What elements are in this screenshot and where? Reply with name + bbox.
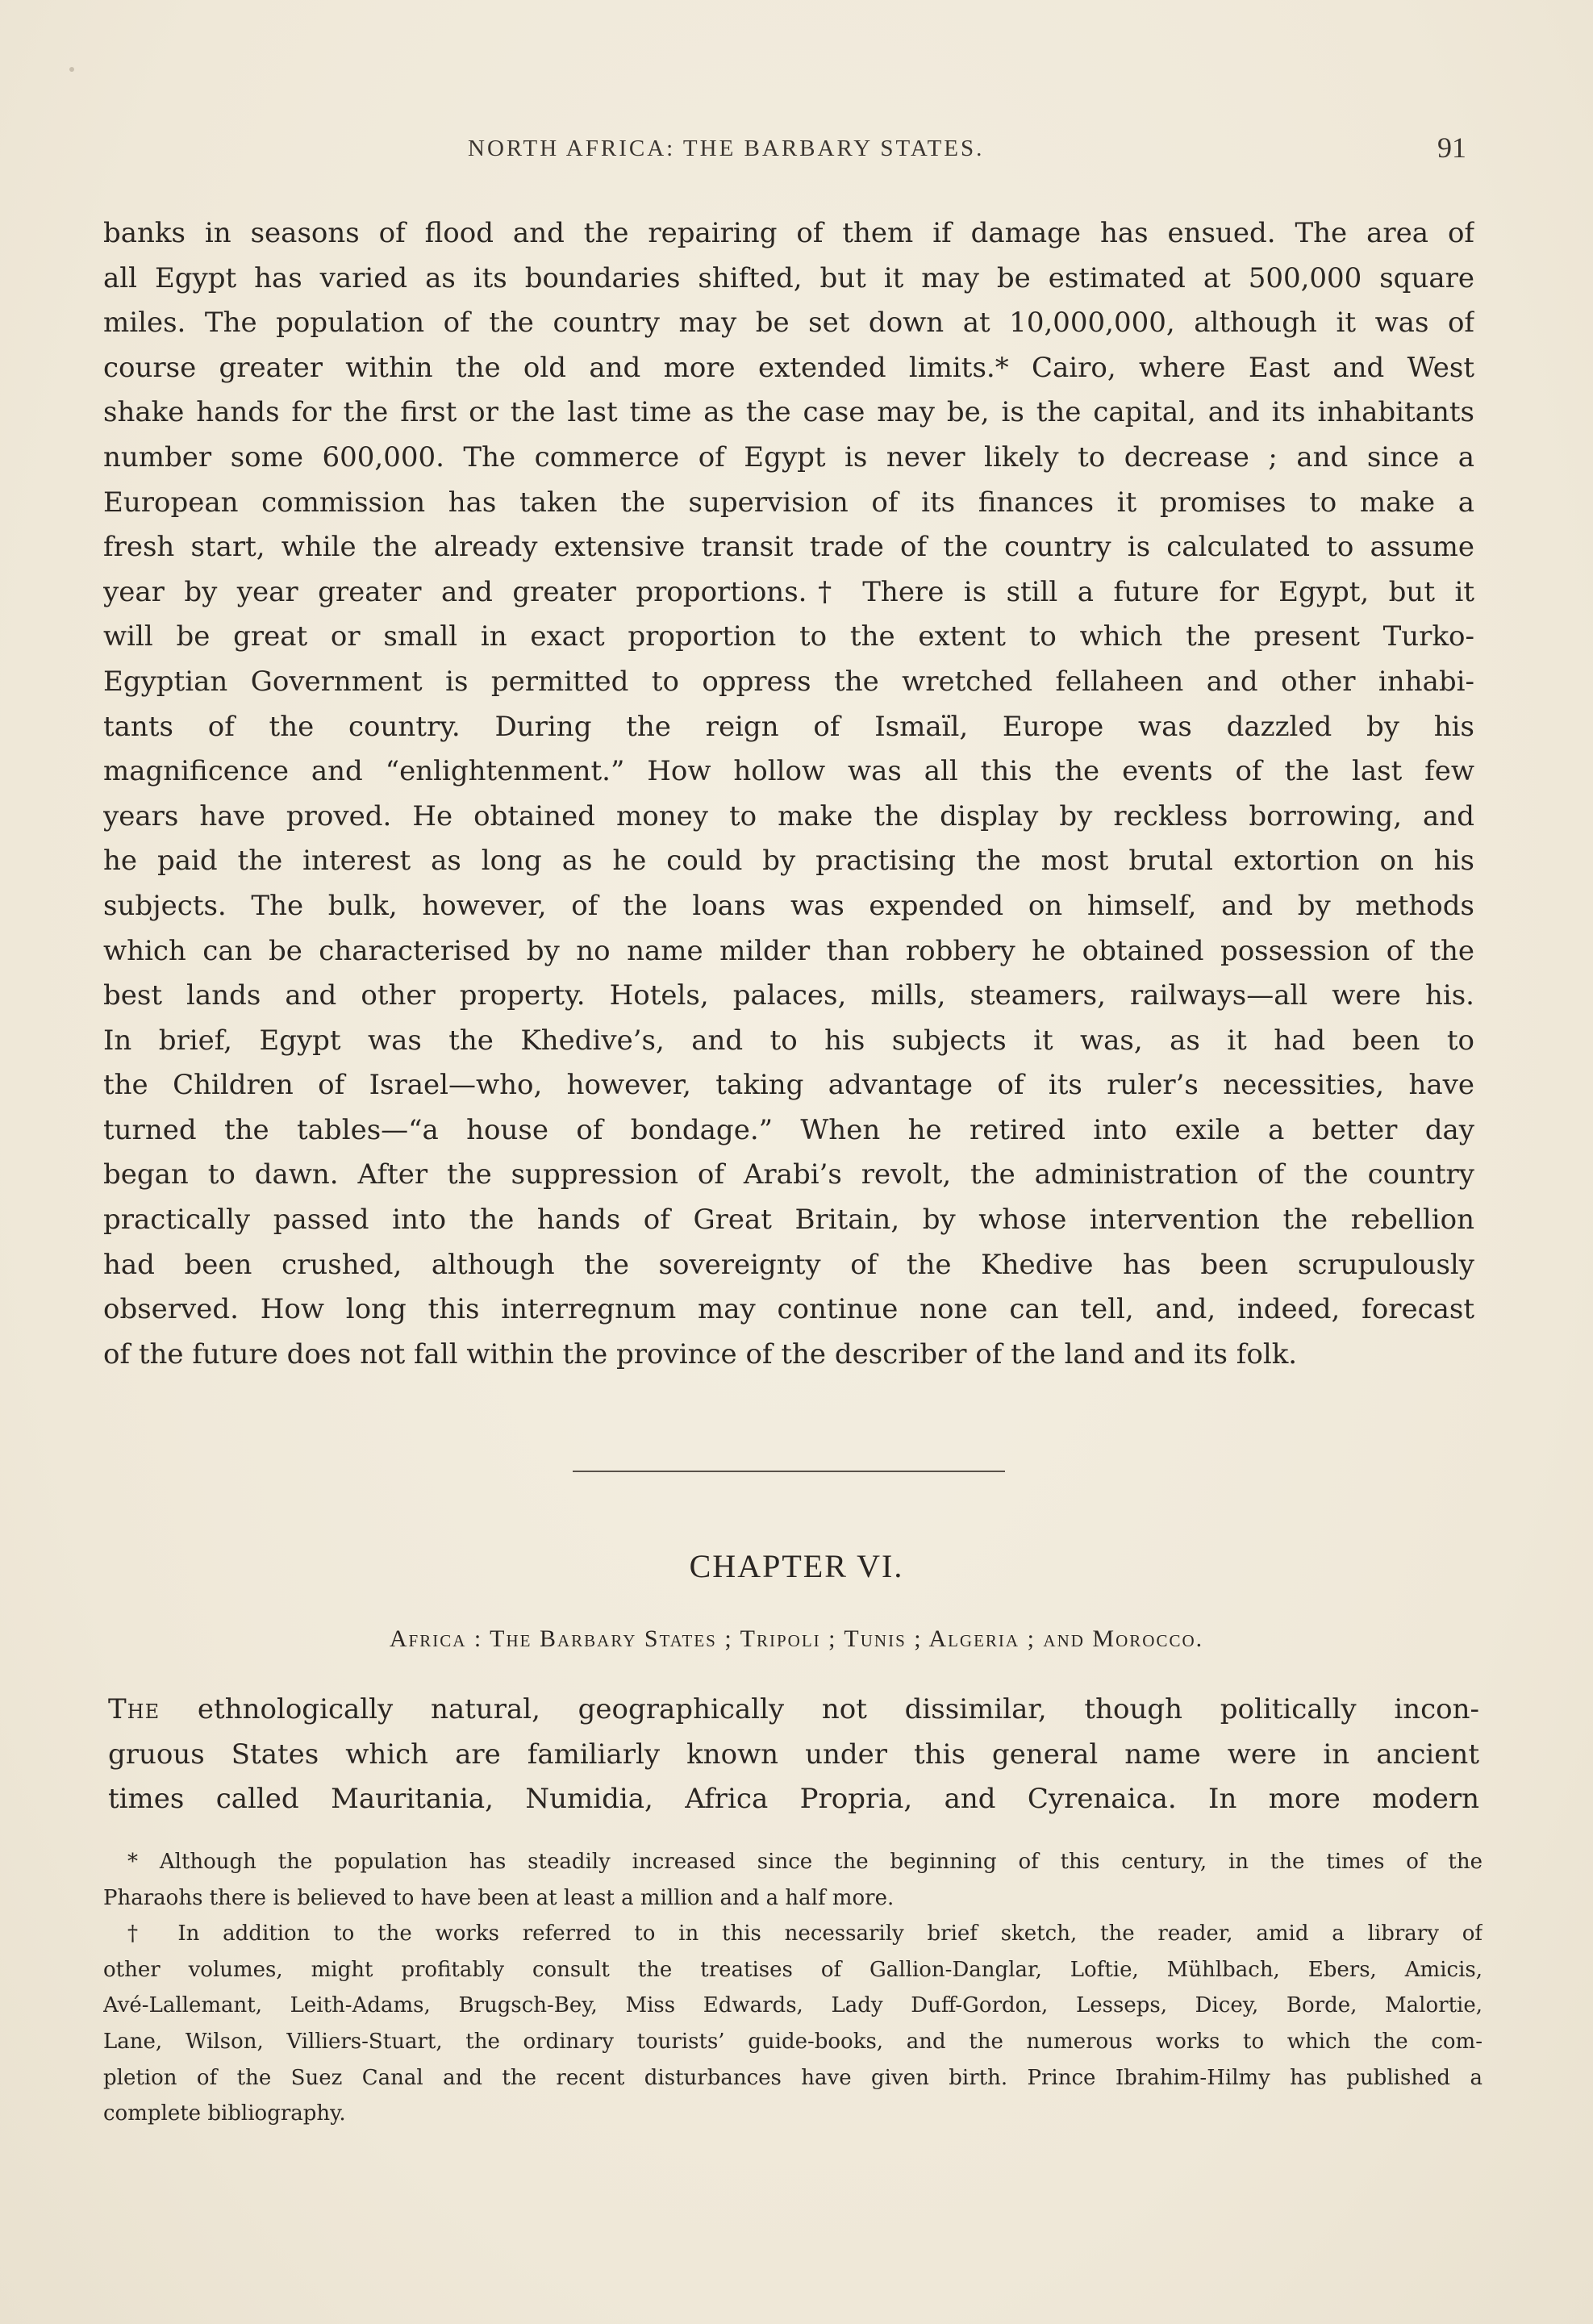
body-line: practically passed into the hands of Great Britain, by whose intervention the rebellion: [103, 1204, 1474, 1237]
footnote-line: Avé-Lallemant, Leith-Adams, Brugsch-Bey, Miss Edwards, Lady Duff-Gordon, Lesseps, Dicey, Borde, Malortie,: [103, 1993, 1482, 2018]
footnote-line: pletion of the Suez Canal and the recent disturbances have given birth. Prince Ibrahim-Hilmy has published a: [103, 2065, 1482, 2090]
body-line: subjects. The bulk, however, of the loans was expended on himself, and by methods: [103, 889, 1474, 922]
body-line: turned the tables—“a house of bondage.” When he retired into exile a better day: [103, 1113, 1474, 1146]
footnote-line: † In addition to the works referred to in this necessarily brief sketch, the reader, amid a library of: [127, 1921, 1482, 1946]
chapter-first-line: [108, 1688, 1479, 1733]
footnote-line: complete bibliography.: [103, 2101, 346, 2126]
body-line: of the future does not fall within the province of the describer of the land and its folk.: [103, 1337, 1298, 1371]
body-line: number some 600,000. The commerce of Egypt is never likely to decrease ; and since a: [103, 440, 1474, 474]
footnote-line: Lane, Wilson, Villiers-Stuart, the ordinary tourists’ guide-books, and the numerous works to which the com-: [103, 2029, 1482, 2054]
body-line: best lands and other property. Hotels, palaces, mills, steamers, railways—all were his.: [103, 979, 1474, 1012]
body-line: will be great or small in exact proportion to the extent to which the present Turko-: [103, 620, 1474, 653]
body-line: he paid the interest as long as he could by practising the most brutal extortion on his: [103, 845, 1474, 878]
footnote-line: other volumes, might profitably consult the treatises of Gallion-Danglar, Loftie, Mühlbach, Ebers, Amicis,: [103, 1957, 1482, 1982]
running-head: [0, 131, 1593, 168]
body-line: years have proved. He obtained money to make the display by reckless borrowing, and: [103, 799, 1474, 832]
chapter-line: gruous States which are familiarly known under this general name were in ancient: [108, 1738, 1479, 1771]
body-line: began to dawn. After the suppression of Arabi’s revolt, the administration of the country: [103, 1158, 1474, 1191]
footnote-line: Pharaohs there is believed to have been at least a million and a half more.: [103, 1885, 894, 1910]
body-line: observed. How long this interregnum may continue none can tell, and, indeed, forecast: [103, 1293, 1474, 1326]
body-line: In brief, Egypt was the Khedive’s, and to his subjects it was, as it had been to: [103, 1024, 1474, 1057]
body-line: European commission has taken the supervision of its finances it promises to make a: [103, 486, 1474, 519]
section-divider: [573, 1471, 1005, 1472]
body-line: Egyptian Government is permitted to oppress the wretched fellaheen and other inhabi-: [103, 665, 1474, 698]
body-line: course greater within the old and more extended limits.* Cairo, where East and West: [103, 351, 1474, 384]
chapter-first-line-text: ethnologically natural, geographically not dissimilar, though politically incon-: [197, 1693, 1479, 1725]
body-line: banks in seasons of flood and the repairing of them if damage has ensued. The area of: [103, 217, 1474, 249]
chapter-title: CHAPTER VI.: [689, 1548, 904, 1584]
page-number: 91: [1437, 131, 1466, 164]
body-line: year by year greater and greater proportions.† There is still a future for Egypt, but it: [103, 575, 1474, 608]
chapter-line: times called Mauritania, Numidia, Africa Propria, and Cyrenaica. In more modern: [108, 1783, 1479, 1816]
footnote-line: * Although the population has steadily increased since the beginning of this century, in the times of the: [127, 1850, 1482, 1874]
footnote: [103, 1916, 1482, 2132]
chapter-paragraph: [108, 1688, 1479, 1822]
body-line: the Children of Israel—who, however, taking advantage of its ruler’s necessities, have: [103, 1069, 1474, 1102]
body-line: shake hands for the first or the last time as the case may be, is the capital, and its inhabitants: [103, 396, 1474, 429]
chapter-subtitle: Africa : The Barbary States ; Tripoli ; Tunis ; Algeria ; and Morocco.: [389, 1625, 1204, 1652]
body-line: which can be characterised by no name milder than robbery he obtained possession of the: [103, 934, 1474, 967]
chapter-first-word: The: [108, 1693, 161, 1725]
body-paragraph: [103, 211, 1474, 1377]
running-title: NORTH AFRICA: THE BARBARY STATES.: [468, 136, 985, 161]
body-line: magnificence and “enlightenment.” How hollow was all this the events of the last few: [103, 755, 1474, 788]
footnotes: [103, 1844, 1482, 2132]
body-line: tants of the country. During the reign of Ismaïl, Europe was dazzled by his: [103, 710, 1474, 743]
body-line: all Egypt has varied as its boundaries shifted, but it may be estimated at 500,000 square: [103, 261, 1474, 294]
footnote: [103, 1844, 1482, 1916]
paper-speck: [69, 67, 74, 72]
body-line: fresh start, while the already extensive transit trade of the country is calculated to assume: [103, 531, 1474, 564]
body-line: had been crushed, although the sovereignty of the Khedive has been scrupulously: [103, 1248, 1474, 1281]
body-line: miles. The population of the country may be set down at 10,000,000, although it was of: [103, 307, 1474, 340]
